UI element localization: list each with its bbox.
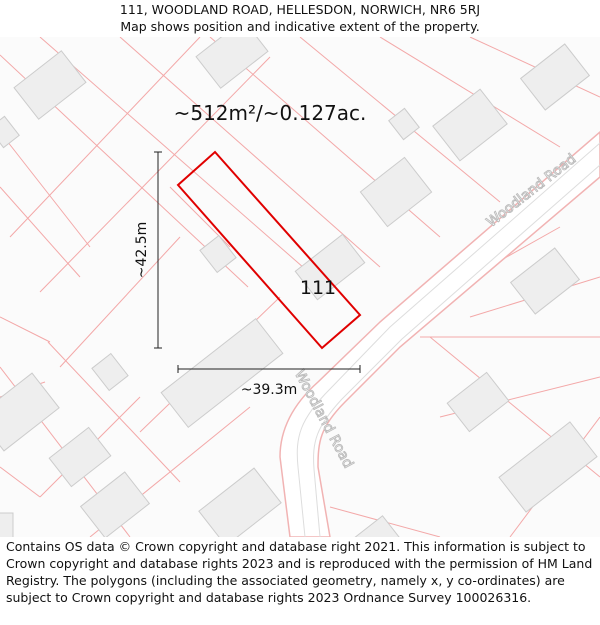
- map-subtitle: Map shows position and indicative extent of the property.: [120, 19, 480, 34]
- property-address: 111, WOODLAND ROAD, HELLESDON, NORWICH, NR6 5RJ: [119, 2, 481, 17]
- height-measure: [154, 152, 162, 348]
- house-number-label: 111: [299, 277, 337, 299]
- road-label-lower: Woodland Road: [290, 367, 357, 471]
- copyright-text: Contains OS data © Crown copyright and database right 2021. This information is subject to Crown copyright and database rights 2023 and is reproduced with the permission of HM Land Registry. The polygons (including the associated geometry, namely x, y co-ordinates) are subject to Crown copyright and database rights 2023 Ordnance Survey 100026316.: [6, 539, 593, 605]
- copyright-footer: [6, 538, 596, 606]
- area-label: ~512m²/~0.127ac.: [173, 101, 367, 125]
- map-panel[interactable]: [0, 37, 600, 537]
- road-label-upper: Woodland Road: [483, 151, 580, 231]
- map-canvas[interactable]: [0, 37, 600, 537]
- width-label: ~39.3m: [240, 382, 298, 398]
- height-label: ~42.5m: [134, 221, 150, 279]
- map-header: [0, 0, 600, 37]
